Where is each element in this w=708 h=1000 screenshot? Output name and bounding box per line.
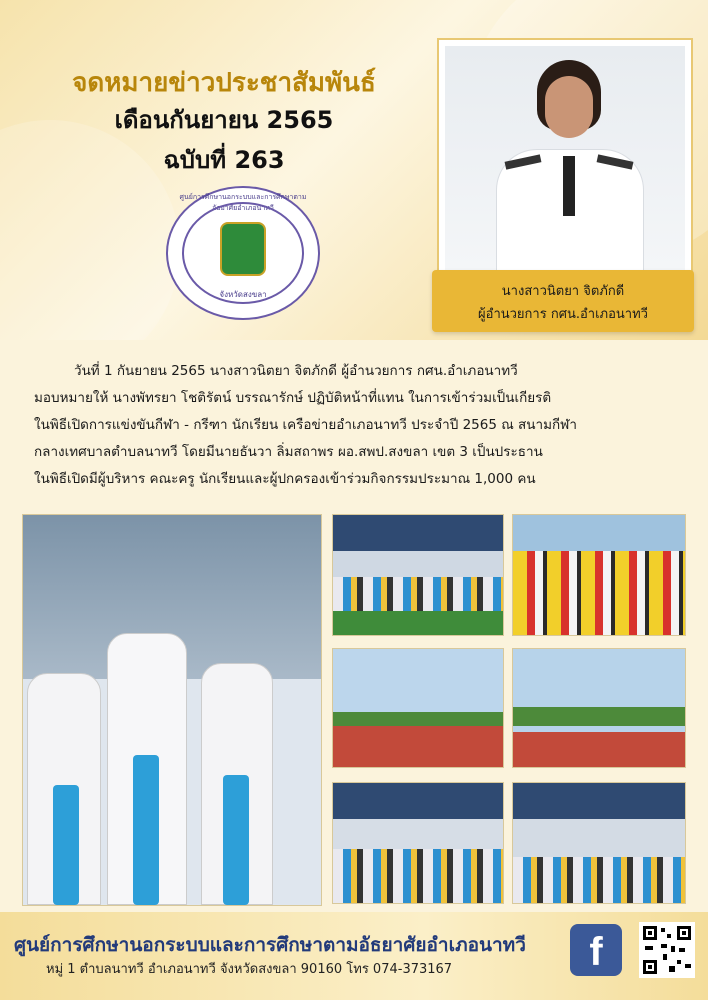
- newsletter-month: เดือนกันยายน 2565: [114, 106, 334, 134]
- facebook-icon[interactable]: f: [570, 924, 622, 976]
- article-line: กลางเทศบาลตำบลนาทวี โดยมีนายธันวา ลิ่มสถาพร ผอ.สพป.สงขลา เขต 3 เป็นประธาน: [34, 444, 543, 460]
- photo-ground: [333, 611, 503, 635]
- photo-crowd: [333, 577, 503, 611]
- logo-ring-text: ศูนย์การศึกษานอกระบบและการศึกษาตามอัธยาศัยอำเภอนาทวี: [179, 193, 307, 212]
- photo-shirt: [223, 775, 249, 905]
- newsletter-issue: ฉบับที่ 263: [163, 146, 285, 174]
- photo-shirt: [53, 785, 79, 905]
- article-line: ในพิธีเปิดการแข่งขันกีฬา - กรีฑา นักเรียน เครือข่ายอำเภอนาทวี ประจำปี 2565 ณ สนามกีฬา: [34, 417, 577, 433]
- director-name: นางสาวนิตยา จิตภักดี: [501, 284, 625, 299]
- office-seal-icon: [220, 222, 266, 276]
- article-line: มอบหมายให้ นางพัทรยา โชติรัตน์ บรรณารักษ์ ปฏิบัติหน้าที่แทน ในการเข้าร่วมเป็นเกียรติ: [34, 390, 552, 406]
- director-photo-frame: [437, 38, 693, 280]
- photo-roof: [513, 783, 685, 819]
- director-position: ผู้อำนวยการ กศน.อำเภอนาทวี: [478, 307, 648, 322]
- photo-roof: [333, 783, 503, 819]
- event-photo-main: [22, 514, 322, 906]
- event-photo: [332, 514, 504, 636]
- photo-crowd: [513, 857, 685, 903]
- footer-address: หมู่ 1 ตำบลนาทวี อำเภอนาทวี จังหวัดสงขลา 90160 โทร 074-373167: [46, 962, 453, 977]
- event-photo: [512, 514, 686, 636]
- qr-code-icon: [639, 922, 695, 978]
- event-photo: [512, 782, 686, 904]
- director-caption: [432, 270, 694, 332]
- article-body: [34, 358, 676, 493]
- photo-roof: [333, 515, 503, 551]
- event-photo: [512, 648, 686, 768]
- logo-province-text: จังหวัดสงขลา: [219, 290, 267, 299]
- article-line: ในพิธีเปิดมีผู้บริหาร คณะครู นักเรียนและผู้ปกครองเข้าร่วมกิจกรรมประมาณ 1,000 คน: [34, 471, 536, 487]
- photo-crowd: [513, 551, 685, 635]
- organization-logo: [166, 186, 320, 320]
- photo-crowd: [333, 849, 503, 903]
- photo-tie: [563, 156, 575, 216]
- photo-grass: [333, 712, 503, 726]
- footer-org-name: ศูนย์การศึกษานอกระบบและการศึกษาตามอัธยาศัยอำเภอนาทวี: [14, 934, 526, 956]
- photo-track: [513, 732, 685, 767]
- photo-face: [545, 76, 593, 138]
- photo-shirt: [133, 755, 159, 905]
- event-photo: [332, 648, 504, 768]
- photo-track: [333, 726, 503, 767]
- event-photo: [332, 782, 504, 904]
- newsletter-title: จดหมายข่าวประชาสัมพันธ์: [72, 68, 376, 98]
- director-photo: [445, 46, 685, 272]
- article-line: วันที่ 1 กันยายน 2565 นางสาวนิตยา จิตภักดี ผู้อำนวยการ กศน.อำเภอนาทวี: [74, 363, 518, 379]
- photo-grass: [513, 707, 685, 726]
